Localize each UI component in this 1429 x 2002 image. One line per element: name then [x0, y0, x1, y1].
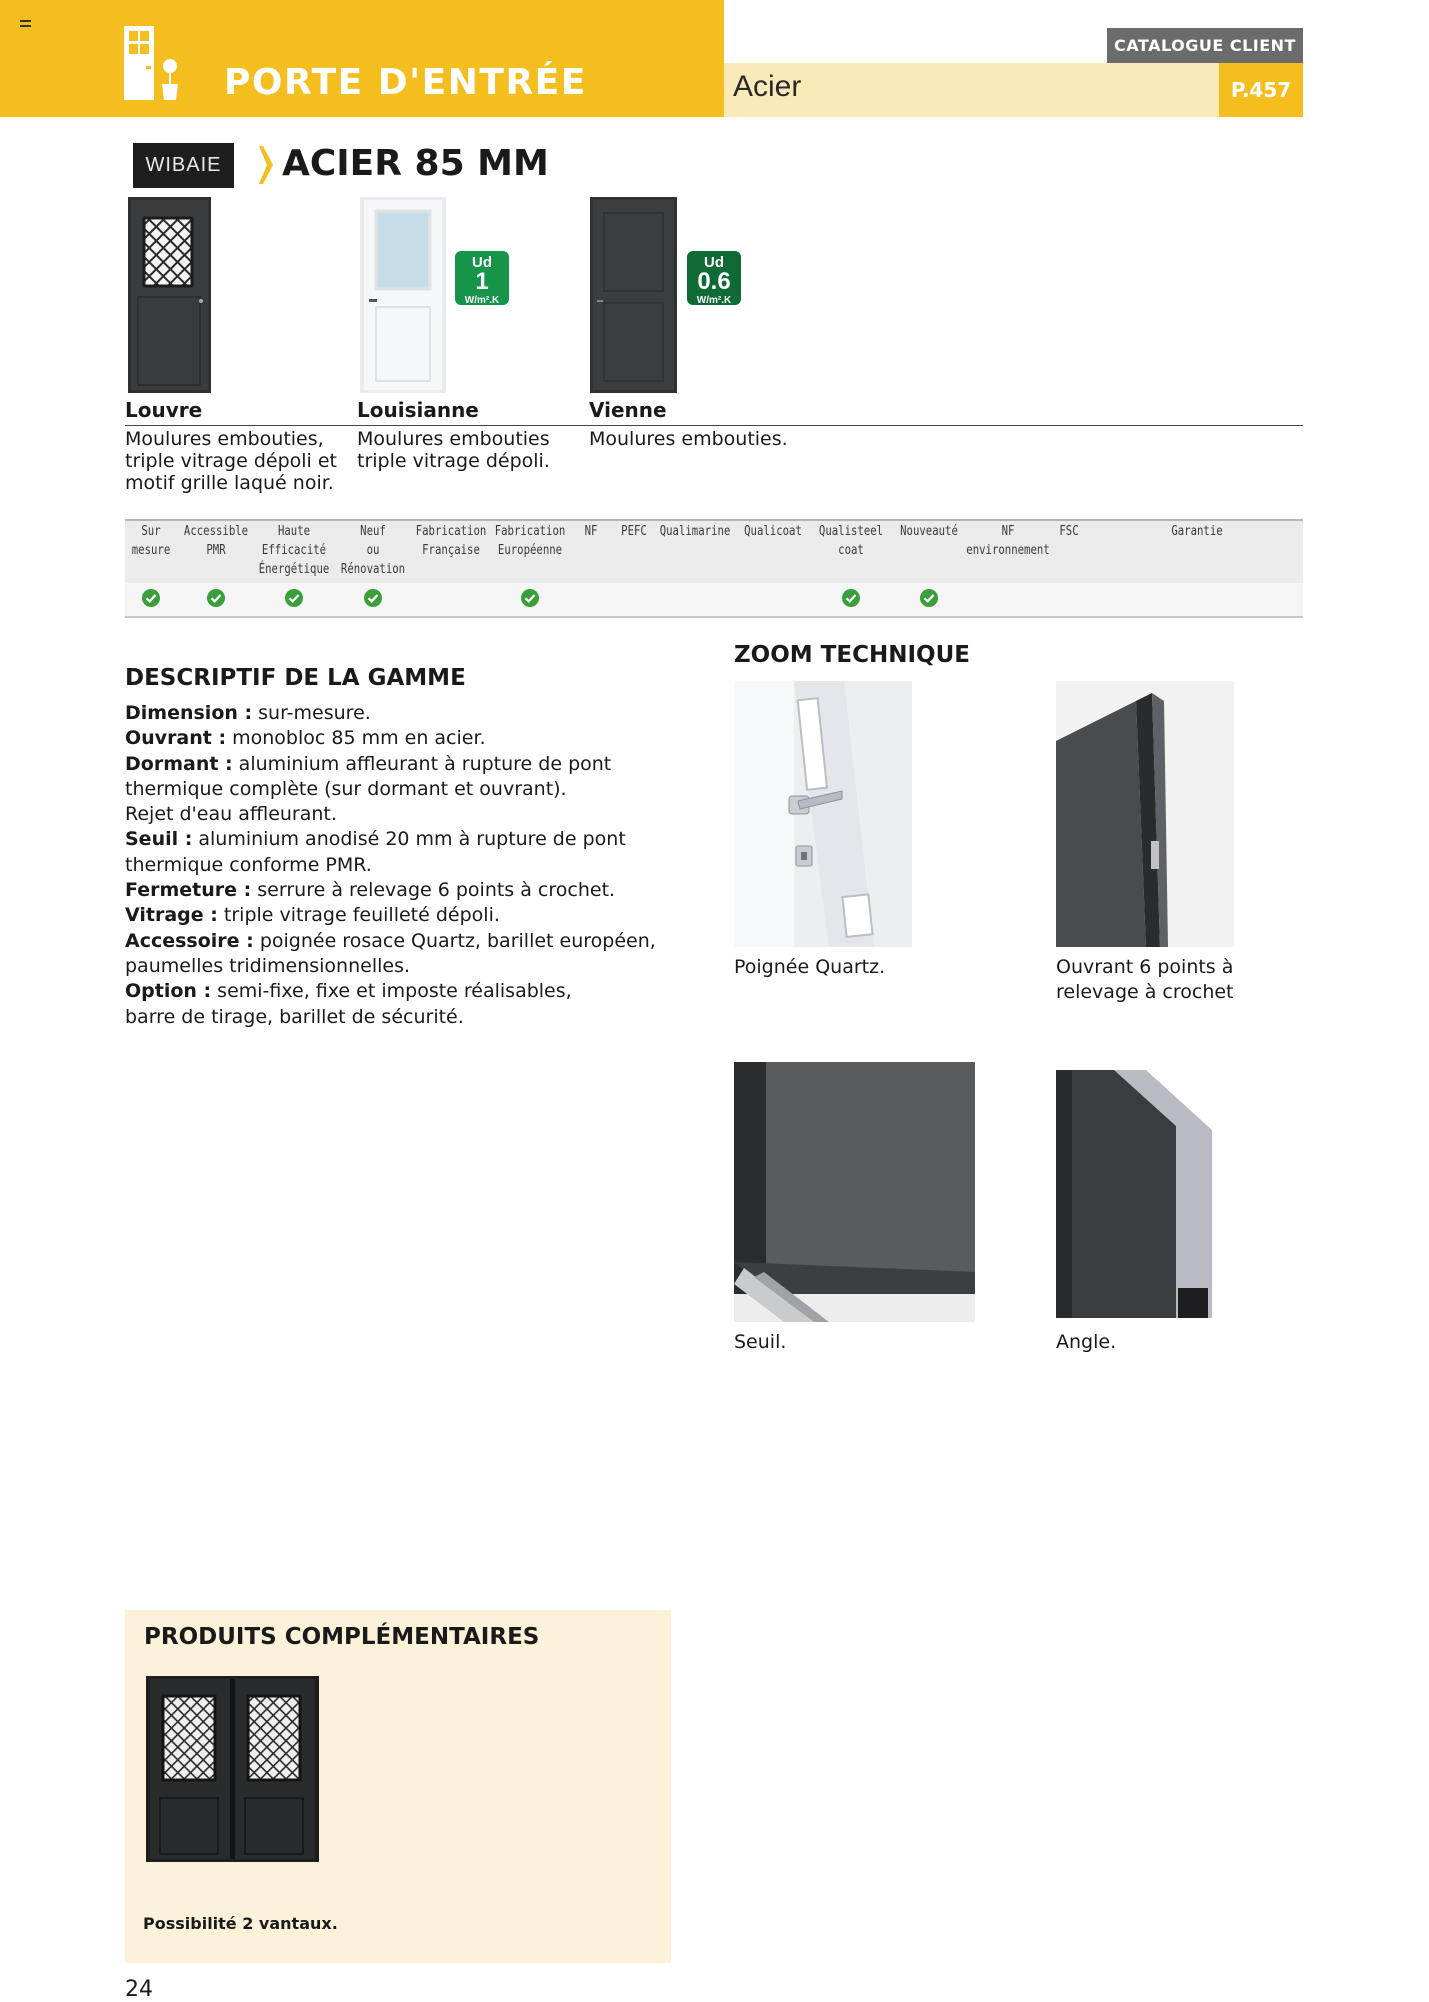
descriptif-text: thermique complète (sur dormant et ouvrant). — [125, 777, 567, 800]
descriptif-line — [125, 752, 665, 777]
model-desc-line: triple vitrage dépoli et — [125, 450, 337, 472]
descriptif-text: triple vitrage feuilleté dépoli. — [217, 904, 500, 927]
descriptif-line — [125, 903, 665, 928]
model-name-vienne: Vienne — [589, 398, 667, 422]
cert-header-line: Qualimarine — [659, 524, 731, 539]
check-icon — [142, 589, 160, 607]
ud-badge-value: 1 — [475, 268, 489, 295]
descriptif-text: aluminium anodisé 20 mm à rupture de pont — [192, 828, 626, 851]
zoom-caption-threshold — [734, 1330, 786, 1355]
cert-header-line: Sur — [141, 524, 161, 539]
descriptif-label: Option : — [125, 980, 212, 1003]
model-desc-line: Moulures embouties — [357, 428, 550, 450]
cert-header-line: Neuf — [360, 524, 386, 539]
cert-header — [1020, 522, 1118, 541]
descriptif-text: aluminium affleurant à rupture de pont — [232, 752, 612, 775]
descriptif-text: thermique conforme PMR. — [125, 853, 372, 876]
divider — [125, 425, 1303, 426]
catalogue-label: CATALOGUE CLIENT — [1107, 28, 1303, 63]
ud-badge-vienne — [687, 251, 741, 305]
cert-header-line: ou — [366, 543, 380, 558]
descriptif-text: poignée rosace Quartz, barillet européen, — [253, 929, 656, 952]
cert-header-line: Nouveauté — [900, 524, 958, 539]
cert-header-line: Énergétique — [258, 562, 330, 577]
descriptif-text: semi-fixe, fixe et imposte réalisables, — [211, 980, 572, 1003]
zoom-caption-line: Ouvrant 6 points à — [1056, 956, 1234, 978]
cert-header-line: NF — [584, 524, 598, 539]
check-icon — [842, 589, 860, 607]
descriptif-label: Accessoire : — [125, 929, 254, 952]
page-ref: P.457 — [1219, 63, 1303, 117]
cert-header-line: Fabrication — [415, 524, 487, 539]
check-icon — [920, 589, 938, 607]
cert-header-line: PEFC — [621, 524, 647, 539]
cert-header-line: Qualisteel — [818, 524, 884, 539]
ud-badge-unit: W/m².K — [464, 295, 500, 306]
complementary-title: PRODUITS COMPLÉMENTAIRES — [144, 1624, 540, 1650]
cert-header-line: Européenne — [497, 543, 563, 558]
chevron-right-icon — [259, 146, 273, 184]
model-desc-louisianne — [357, 428, 550, 472]
ud-badge-louisianne — [455, 251, 509, 305]
cert-header-line: NF — [1001, 524, 1015, 539]
model-name-louvre: Louvre — [125, 398, 203, 422]
hamburger-icon[interactable] — [20, 20, 31, 28]
descriptif-line — [125, 777, 665, 802]
cert-header-line: mesure — [131, 543, 171, 558]
table-border — [125, 616, 1303, 618]
descriptif-label: Vitrage : — [125, 904, 218, 927]
cert-header — [1148, 522, 1246, 541]
descriptif-label: Dimension : — [125, 702, 253, 724]
zoom-title: ZOOM TECHNIQUE — [734, 642, 970, 668]
model-desc-vienne — [589, 428, 788, 450]
cert-header-line: Fabrication — [494, 524, 566, 539]
descriptif-label: Ouvrant : — [125, 727, 227, 750]
range-title: ACIER 85 MM — [282, 143, 549, 184]
descriptif-line — [125, 979, 665, 1004]
zoom-caption-handle — [734, 955, 885, 980]
door-louvre-image — [128, 197, 211, 393]
zoom-caption-line: Poignée Quartz. — [734, 956, 886, 978]
model-desc-line: triple vitrage dépoli. — [357, 450, 550, 472]
zoom-caption-angle — [1056, 1330, 1116, 1355]
descriptif-line — [125, 802, 665, 827]
cert-header-line: FSC — [1059, 524, 1079, 539]
zoom-caption-line: Seuil. — [734, 1331, 787, 1353]
check-icon — [364, 589, 382, 607]
check-icon — [285, 589, 303, 607]
brand-logo: WIBAIE — [133, 143, 234, 188]
page-number: 24 — [125, 1977, 153, 2002]
descriptif-list — [125, 701, 665, 1030]
zoom-image-handle — [734, 681, 912, 947]
cert-header-line: environnement — [966, 543, 1050, 558]
model-desc-line: Moulures embouties. — [589, 428, 788, 450]
cert-header-line: Accessible — [183, 524, 249, 539]
descriptif-label: Dormant : — [125, 752, 233, 775]
zoom-image-threshold — [734, 1062, 975, 1322]
descriptif-title: DESCRIPTIF DE LA GAMME — [125, 665, 466, 691]
descriptif-label: Seuil : — [125, 828, 193, 851]
check-icon — [207, 589, 225, 607]
double-door-image — [146, 1676, 319, 1862]
door-louisianne-image — [360, 197, 446, 393]
cert-header-line: Haute — [277, 524, 311, 539]
model-name-louisianne: Louisianne — [357, 398, 479, 422]
zoom-image-locking — [1056, 681, 1234, 947]
ud-badge-label: Ud — [472, 254, 492, 271]
model-desc-line: Moulures embouties, — [125, 428, 324, 450]
ud-badge-unit: W/m².K — [696, 295, 732, 306]
descriptif-line — [125, 954, 665, 979]
cert-header-line: PMR — [206, 543, 226, 558]
descriptif-line — [125, 853, 665, 878]
subsection-title: Acier — [733, 70, 802, 103]
descriptif-text: sur-mesure. — [252, 702, 371, 724]
ud-badge-label: Ud — [704, 254, 724, 271]
descriptif-line — [125, 878, 665, 903]
descriptif-line — [125, 726, 665, 751]
zoom-caption-line: Angle. — [1056, 1331, 1117, 1353]
model-desc-louvre — [125, 428, 337, 494]
ud-badge-value: 0.6 — [697, 268, 731, 295]
descriptif-line — [125, 1005, 665, 1030]
descriptif-text: barre de tirage, barillet de sécurité. — [125, 1005, 464, 1028]
descriptif-line — [125, 827, 665, 852]
zoom-image-angle — [1056, 1062, 1216, 1322]
descriptif-label: Fermeture : — [125, 879, 252, 902]
cert-header-line: Rénovation — [340, 562, 406, 577]
descriptif-text: Rejet d'eau affleurant. — [125, 803, 337, 826]
descriptif-line — [125, 701, 665, 726]
zoom-caption-line: relevage à crochet — [1056, 981, 1234, 1003]
cert-header-line: coat — [838, 543, 864, 558]
door-plant-icon — [122, 24, 186, 102]
zoom-caption-locking — [1056, 955, 1234, 1005]
cert-header-line: Française — [422, 543, 480, 558]
cert-header-line: Efficacité — [261, 543, 327, 558]
section-title: PORTE D'ENTRÉE — [224, 62, 587, 103]
cert-header-line: Qualicoat — [744, 524, 802, 539]
complementary-caption: Possibilité 2 vantaux. — [143, 1914, 338, 1933]
cert-header-line: Garantie — [1171, 524, 1223, 539]
door-vienne-image — [590, 197, 677, 393]
descriptif-line — [125, 929, 665, 954]
descriptif-text: serrure à relevage 6 points à crochet. — [251, 879, 616, 902]
descriptif-text: monobloc 85 mm en acier. — [226, 727, 486, 750]
check-icon — [521, 589, 539, 607]
descriptif-text: paumelles tridimensionnelles. — [125, 954, 411, 977]
model-desc-line: motif grille laqué noir. — [125, 472, 334, 494]
